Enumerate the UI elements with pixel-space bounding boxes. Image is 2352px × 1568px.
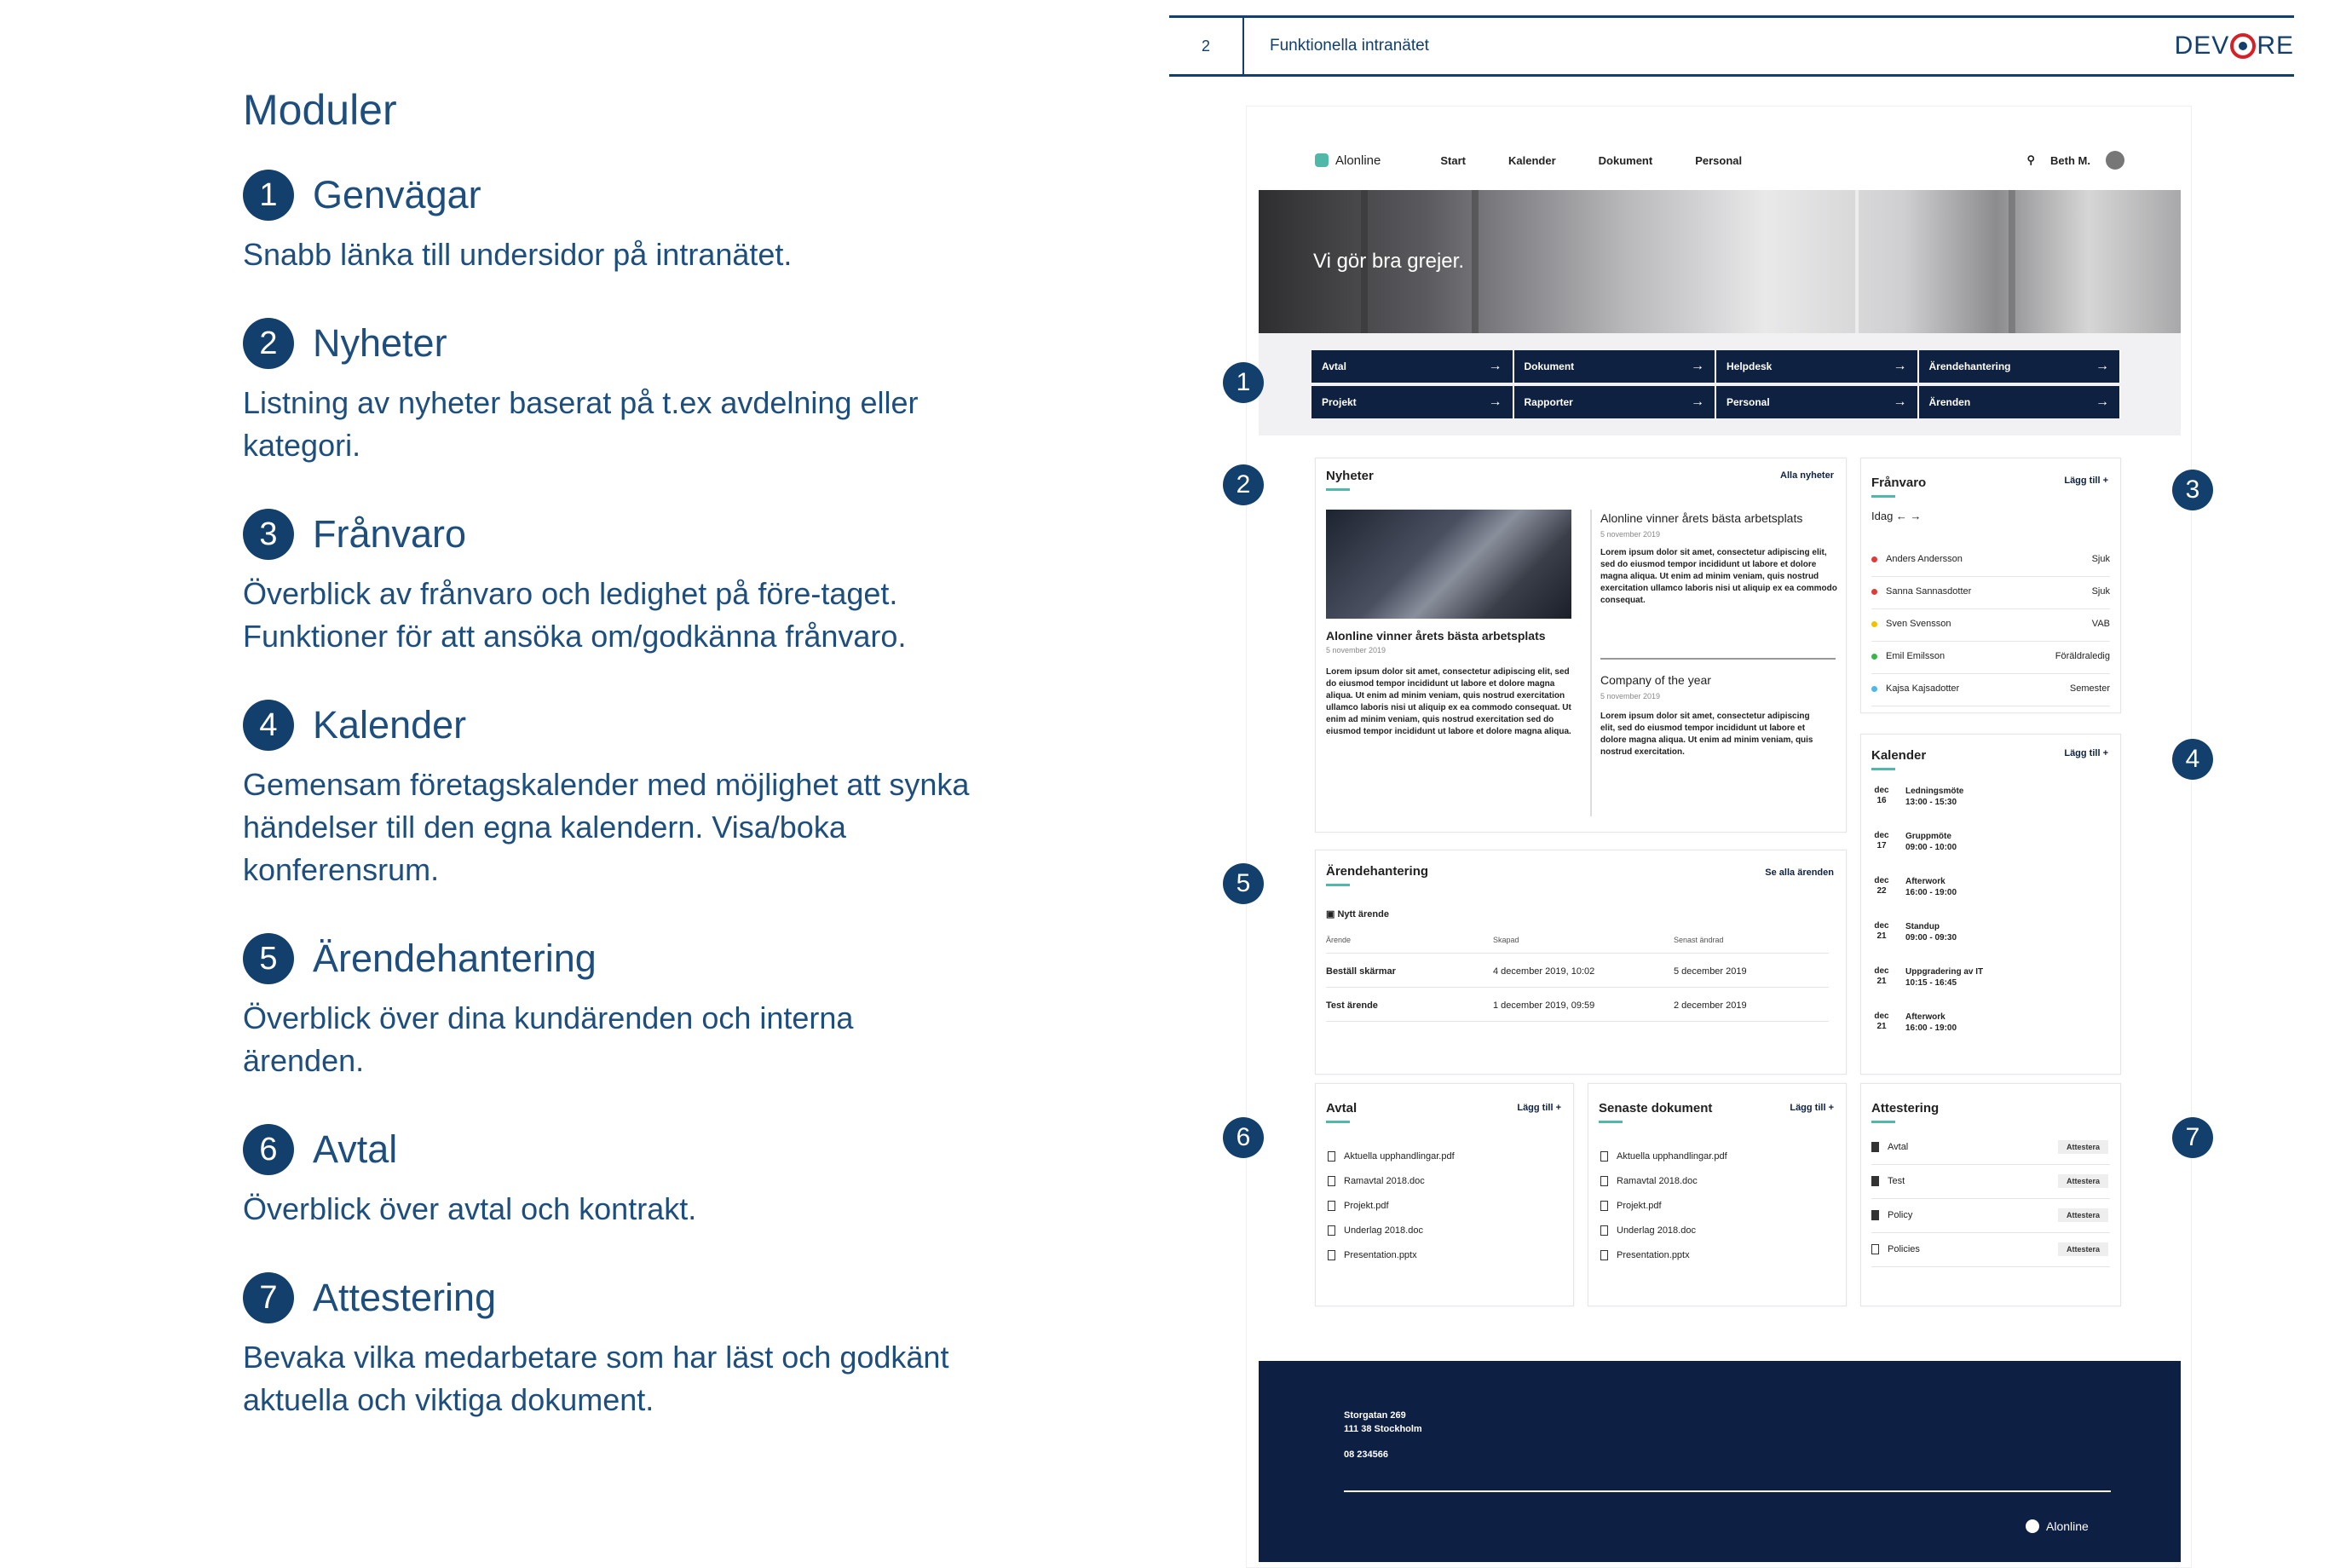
col-header-created: Skapad [1493,936,1519,944]
module-number-badge: 6 [243,1124,294,1175]
document-item[interactable] [1600,1218,1727,1242]
module-title: Nyheter [313,321,447,365]
module-item [243,699,1010,891]
document-name: Projekt.pdf [1617,1200,1662,1211]
arrow-right-icon: → [2095,395,2109,409]
shortcut-label: Dokument [1524,360,1575,372]
attest-button[interactable]: Attestera [2058,1242,2108,1256]
callout-2: 2 [1223,464,1264,505]
module-number-badge: 5 [243,933,294,984]
document-item[interactable] [1328,1168,1455,1193]
absence-person[interactable] [1871,619,1951,629]
callout-1: 1 [1223,362,1264,403]
calendar-month: dec [1874,966,1889,976]
attest-button[interactable]: Attestera [2058,1140,2108,1154]
mock-footer [1259,1361,2181,1562]
calendar-month: dec [1874,1012,1889,1021]
module-title: Genvägar [313,173,481,216]
attest-item[interactable] [1871,1176,1905,1186]
absence-add-button[interactable]: Lägg till + [2064,476,2108,486]
mock-brand[interactable] [1315,153,1381,168]
document-name: Aktuella upphandlingar.pdf [1617,1150,1727,1162]
news-image[interactable] [1326,510,1571,619]
callout-5: 5 [1223,863,1264,904]
modules-section [243,85,1010,1462]
event-time: 16:00 - 19:00 [1905,888,1957,897]
callout-4: 4 [2172,739,2213,780]
callout-3: 3 [2172,470,2213,510]
calendar-event[interactable] [1905,966,1983,989]
event-time: 10:15 - 16:45 [1905,978,1957,988]
arrow-right-icon: → [2095,359,2109,373]
table-divider [1326,1021,1829,1022]
module-description: Gemensam företagskalender med möjlighet att synka händelser till den egna kalendern. Visa/boka konferensrum. [243,767,970,887]
event-title: Uppgradering av IT [1905,967,1984,977]
shortcut-label: Helpdesk [1727,360,1773,372]
document-item[interactable] [1328,1144,1455,1168]
module-number-badge: 3 [243,509,294,560]
calendar-date [1873,876,1890,896]
module-header [243,317,1010,370]
absence-card [1860,458,2121,713]
calendar-month: dec [1874,786,1889,795]
document-name: Projekt.pdf [1344,1200,1389,1211]
absence-date-nav[interactable]: Idag ← → [1871,510,1922,522]
calendar-add-button[interactable]: Lägg till + [2064,748,2108,758]
latest-docs-add-button[interactable]: Lägg till + [1790,1103,1834,1113]
case-row-1-updated: 5 december 2019 [1674,966,1747,977]
hero-decor [1472,190,1479,333]
document-icon [1328,1176,1335,1186]
document-name: Presentation.pptx [1344,1249,1417,1260]
module-item [243,508,1010,658]
shortcut-link[interactable] [1716,386,1919,418]
document-name: Ramavtal 2018.doc [1617,1175,1698,1186]
document-name: Ramavtal 2018.doc [1344,1175,1425,1186]
attest-name: Policies [1888,1244,1920,1254]
mock-topnav [1315,145,2124,176]
shortcut-grid [1311,350,2121,418]
news-side-title[interactable]: Alonline vinner årets bästa arbetsplats [1600,511,1803,525]
document-title: Funktionella intranätet [1270,37,1429,55]
row-divider [1871,1198,2110,1199]
logo-text-right: RE [2257,32,2294,60]
status-dot-icon [1871,621,1877,627]
document-icon [1871,1176,1879,1186]
module-title: Ärendehantering [313,937,597,980]
document-icon [1328,1201,1335,1211]
absence-status: Semester [2069,683,2110,694]
event-title: Ledningsmöte [1905,787,1964,796]
document-item[interactable] [1328,1242,1455,1267]
module-description: Snabb länka till undersidor på intranätet. [243,237,793,272]
arrow-right-icon: → [1691,395,1704,409]
callout-6: 6 [1223,1117,1264,1158]
calendar-day: 21 [1876,1022,1887,1031]
calendar-month: dec [1874,831,1889,840]
arrow-right-icon: → [1893,395,1907,409]
news-main-date: 5 november 2019 [1326,646,1386,654]
shortcut-link[interactable] [1919,350,2122,383]
attest-button[interactable]: Attestera [2058,1208,2108,1222]
search-icon[interactable]: ⚲ [2026,153,2036,166]
document-icon [1871,1210,1879,1220]
module-description: Överblick över dina kundärenden och interna ärenden. [243,1000,854,1078]
latest-docs-list [1600,1144,1727,1267]
status-dot-icon [1871,654,1877,660]
module-number-badge: 1 [243,170,294,221]
news-side2-date: 5 november 2019 [1600,692,1661,700]
attest-item[interactable] [1871,1142,1908,1152]
all-news-link[interactable]: Alla nyheter [1780,470,1834,481]
col-header-updated: Senast ändrad [1674,936,1724,944]
news-divider [1590,510,1592,816]
case-row-2-created: 1 december 2019, 09:59 [1493,1000,1595,1011]
latest-docs-card [1588,1083,1847,1306]
cases-heading: Ärendehantering [1326,864,1428,886]
event-time: 16:00 - 19:00 [1905,1023,1957,1033]
row-divider [1871,673,2110,674]
module-item [243,1123,1010,1231]
shortcut-label: Avtal [1322,360,1346,372]
document-item[interactable] [1600,1242,1727,1267]
table-divider [1326,953,1829,954]
module-header [243,169,1010,222]
module-description: Överblick över avtal och kontrakt. [243,1191,697,1226]
footer-address [1344,1409,1422,1436]
avatar[interactable] [2106,151,2124,170]
module-header [243,699,1010,752]
calendar-heading: Kalender [1871,748,1926,770]
footer-divider [1344,1490,2111,1492]
callout-7: 7 [2172,1117,2213,1158]
news-side-date: 5 november 2019 [1600,530,1661,539]
latest-docs-heading: Senaste dokument [1599,1101,1712,1123]
absence-person[interactable] [1871,683,1959,694]
attest-name: Avtal [1888,1142,1909,1152]
event-time: 13:00 - 15:30 [1905,798,1957,807]
status-dot-icon [1871,686,1877,692]
document-item[interactable] [1600,1144,1727,1168]
document-icon [1600,1201,1608,1211]
event-title: Afterwork [1905,877,1946,886]
absence-name: Kajsa Kajsadotter [1886,683,1960,694]
footer-logo-icon [2026,1519,2039,1533]
arrow-right-icon: → [1893,359,1907,373]
document-item[interactable] [1600,1168,1727,1193]
news-side-divider [1600,658,1836,660]
absence-person[interactable] [1871,554,1963,564]
calendar-day: 17 [1876,841,1887,850]
new-case-label: Nytt ärende [1337,909,1389,919]
attest-item[interactable] [1871,1210,1912,1220]
document-name: Underlag 2018.doc [1617,1225,1696,1236]
calendar-date [1873,966,1890,987]
module-title: Frånvaro [313,512,467,556]
calendar-day: 21 [1876,931,1887,941]
shortcut-label: Ärenden [1928,396,1971,408]
absence-status: Föräldraledig [2055,651,2110,661]
calendar-day: 21 [1876,977,1887,986]
document-name: Underlag 2018.doc [1344,1225,1423,1236]
contracts-heading: Avtal [1326,1101,1357,1123]
calendar-event[interactable] [1905,1012,1957,1034]
hero-text: Vi gör bra grejer. [1313,250,1464,273]
calendar-event[interactable] [1905,921,1957,943]
absence-status: VAB [2091,619,2110,629]
news-heading: Nyheter [1326,469,1374,491]
news-side2-body: Lorem ipsum dolor sit amet, consectetur adipiscing elit, sed do eiusmod tempor incididunt ut labore et dolore magna aliqua. Ut enim ad minim veniam, quis nostrud exercitation. [1600,712,1813,757]
shortcut-link[interactable] [1919,386,2122,418]
cases-card [1315,850,1847,1075]
footer-address-line-1: Storgatan 269 [1344,1410,1406,1421]
absence-name: Sven Svensson [1886,619,1951,629]
absence-name: Sanna Sannasdotter [1886,586,1972,597]
calendar-event[interactable] [1905,876,1957,898]
module-item [243,169,1010,276]
document-icon [1600,1151,1608,1162]
contracts-add-button[interactable]: Lägg till + [1517,1103,1561,1113]
new-case-button[interactable]: ▣ Nytt ärende [1326,909,1389,919]
absence-status: Sjuk [2091,586,2110,597]
shortcut-label: Projekt [1322,396,1357,408]
module-header [243,1123,1010,1176]
module-header [243,1271,1010,1324]
module-item [243,1271,1010,1421]
attest-button[interactable]: Attestera [2058,1174,2108,1188]
calendar-day: 22 [1876,886,1887,896]
absence-name: Emil Emilsson [1886,651,1946,661]
attest-name: Policy [1888,1210,1913,1220]
document-icon [1328,1225,1335,1236]
document-icon [1600,1225,1608,1236]
module-description: Listning av nyheter baserat på t.ex avdelning eller kategori. [243,385,919,463]
calendar-date [1873,921,1890,942]
module-description: Överblick av frånvaro och ledighet på före-taget. Funktioner för att ansöka om/godkänna frånvaro. [243,576,907,654]
document-item[interactable] [1328,1193,1455,1218]
hero-decor [2009,190,2015,333]
news-main-title[interactable]: Alonline vinner årets bästa arbetsplats [1326,629,1546,643]
nav-kalender[interactable]: Kalender [1508,153,1556,167]
attest-name: Test [1888,1176,1905,1186]
calendar-event[interactable] [1905,831,1957,853]
module-item [243,932,1010,1082]
row-divider [1871,1266,2110,1267]
arrow-right-icon: → [1488,359,1502,373]
logo-ring-icon [2230,33,2256,59]
nav-start[interactable]: Start [1440,153,1466,167]
event-title: Afterwork [1905,1012,1946,1022]
event-time: 09:00 - 09:30 [1905,933,1957,943]
document-icon [1328,1151,1335,1162]
shortcut-link[interactable] [1311,350,1514,383]
event-title: Standup [1905,922,1940,931]
case-row-1-title[interactable]: Beställ skärmar [1326,966,1396,977]
hero-decor [1855,190,1859,333]
calendar-day: 16 [1876,796,1887,805]
calendar-date [1873,1012,1890,1032]
document-icon [1600,1176,1608,1186]
module-header [243,508,1010,561]
document-header [1169,15,2294,77]
nav-personal[interactable]: Personal [1695,153,1743,167]
module-number-badge: 2 [243,318,294,369]
document-icon [1600,1250,1608,1260]
shortcut-link[interactable] [1311,386,1514,418]
shortcut-link[interactable] [1514,386,1717,418]
footer-address-line-2: 111 38 Stockholm [1344,1424,1422,1434]
logo-text-left: DEV [2174,32,2230,60]
shortcut-label: Personal [1727,396,1770,408]
row-divider [1871,1232,2110,1233]
row-divider [1871,1164,2110,1165]
footer-brand[interactable] [2026,1519,2089,1533]
all-cases-link[interactable]: Se alla ärenden [1765,868,1834,878]
news-card [1315,458,1847,833]
nav-dokument[interactable]: Dokument [1598,153,1653,167]
shortcut-label: Rapporter [1524,396,1573,408]
module-number-badge: 7 [243,1272,294,1323]
document-icon [1871,1142,1879,1152]
document-icon [1328,1250,1335,1260]
page-number: 2 [1169,18,1244,74]
row-divider [1871,641,2110,642]
calendar-card [1860,734,2121,1075]
document-item[interactable] [1328,1218,1455,1242]
row-divider [1871,576,2110,577]
event-title: Gruppmöte [1905,832,1951,841]
document-name: Presentation.pptx [1617,1249,1690,1260]
case-row-1-created: 4 december 2019, 10:02 [1493,966,1595,977]
arrow-right-icon: → [1691,359,1704,373]
attest-card [1860,1083,2121,1306]
calendar-month: dec [1874,876,1889,885]
status-dot-icon [1871,589,1877,595]
module-header [243,932,1010,985]
devcore-logo [2175,32,2294,61]
module-item [243,317,1010,467]
brand-name: Alonline [1335,153,1381,168]
status-dot-icon [1871,556,1877,562]
module-number-badge: 4 [243,700,294,751]
col-header-case: Ärende [1326,936,1352,944]
module-title: Kalender [313,703,467,747]
contracts-card [1315,1083,1574,1306]
module-title: Avtal [313,1127,398,1171]
calendar-month: dec [1874,921,1889,931]
document-name: Aktuella upphandlingar.pdf [1344,1150,1455,1162]
document-item[interactable] [1600,1193,1727,1218]
row-divider [1871,608,2110,609]
module-list [243,169,1010,1421]
arrow-right-icon: → [1488,395,1502,409]
absence-name: Anders Andersson [1886,554,1963,564]
module-description: Bevaka vilka medarbetare som har läst och godkänt aktuella och viktiga dokument. [243,1340,949,1417]
shortcut-label: Ärendehantering [1928,360,2011,372]
shortcut-link[interactable] [1716,350,1919,383]
news-main-body: Lorem ipsum dolor sit amet, consectetur adipiscing elit, sed do eiusmod tempor incididunt ut labore et dolore magna aliqua. Ut enim ad minim veniam, quis nostrud exercitation ullamco laboris nisi ut aliquip ex ea commodo consequat. Ut enim ad minim veniam, quis nostrud exercitation sed do eiusmod tempor incididunt ut labore et dolore magna aliqua. [1326,667,1571,736]
footer-brand-name: Alonline [2046,1519,2089,1533]
calendar-event[interactable] [1905,786,1963,808]
news-side-body: Lorem ipsum dolor sit amet, consectetur adipiscing elit, sed do eiusmod tempor incididunt ut labore et dolore magna aliqua. Ut enim ad minim veniam, quis nostrud exercitation ullamco laboris nisi ut aliquip ex ea commodo consequat. [1600,548,1837,605]
table-divider [1326,987,1829,988]
attest-heading: Attestering [1871,1101,1939,1123]
nav-user-area [2027,151,2124,170]
contracts-list [1328,1144,1455,1267]
shortcuts-band [1259,333,2181,435]
calendar-date [1873,831,1890,851]
case-row-2-updated: 2 december 2019 [1674,1000,1747,1011]
brand-logo-icon [1315,153,1329,167]
user-name[interactable]: Beth M. [2050,153,2090,167]
shortcut-link[interactable] [1514,350,1717,383]
news-side2-title[interactable]: Company of the year [1600,673,1711,687]
footer-phone: 08 234566 [1344,1450,1388,1460]
attest-item[interactable] [1871,1244,1920,1254]
absence-person[interactable] [1871,651,1945,661]
case-row-2-title[interactable]: Test ärende [1326,1000,1378,1011]
page-heading: Moduler [243,86,397,134]
intranet-mockup [1236,106,2200,1568]
absence-person[interactable] [1871,586,1971,597]
module-title: Attestering [313,1276,497,1319]
absence-heading: Frånvaro [1871,476,1926,498]
calendar-date [1873,786,1890,806]
event-time: 09:00 - 10:00 [1905,843,1957,852]
absence-status: Sjuk [2091,554,2110,564]
hero-banner [1259,190,2181,333]
document-icon [1871,1244,1879,1254]
